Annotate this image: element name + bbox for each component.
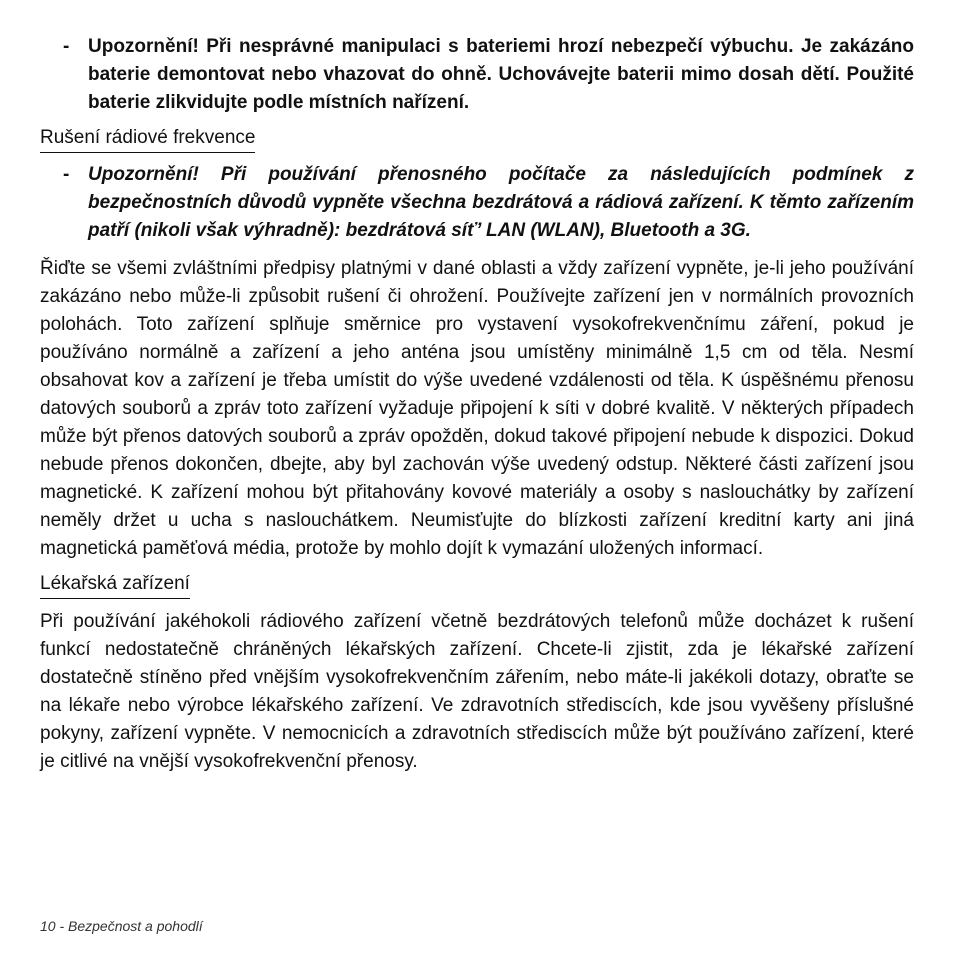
warning-dash: -	[63, 36, 70, 57]
page-footer: 10 - Bezpečnost a pohodlí	[40, 918, 203, 934]
battery-warning-text: Upozornění! Při nesprávné manipulaci s bateriemi hrozí nebezpečí výbuchu. Je zakázáno baterie demontovat nebo vhazovat do ohně. Uchovávejte baterii mimo dosah dětí. Použité baterie zlikvidujte podle místních nařízení.	[88, 36, 914, 113]
radio-interference-paragraph: Řiďte se všemi zvláštními předpisy platnými v dané oblasti a vždy zařízení vypněte, je-li jeho používání zakázáno nebo může-li způsobit rušení či ohrožení. Používejte zařízení jen v normálních provozních polohách. Toto zařízení splňuje směrnice pro vystavení vysokofrekvenčnímu záření, pokud je používáno normálně a zařízení a jeho anténa jsou umístěny minimálně 1,5 cm od těla. Nesmí obsahovat kov a zařízení je třeba umístit do výše uvedené vzdálenosti od těla. K úspěšnému přenosu datových souborů a zpráv toto zařízení vyžaduje připojení k síti v dobré kvalitě. V některých případech může být přenos datových souborů a zpráv opožděn, dokud takové připojení nebude k dispozici. Dokud nebude přenos dokončen, dbejte, aby byl zachován výše uvedený odstup. Některé části zařízení jsou magnetické. K zařízení mohou být přitahovány kovové materiály a osoby s naslouchátky by zařízení neměly držet u ucha s naslouchátkem. Neumisťujte do blízkosti zařízení kreditní karty ani jiná magnetická paměťová média, protože by mohlo dojít k vymazání uložených informací.	[40, 258, 914, 559]
battery-warning	[40, 33, 914, 117]
radio-warning-text: Upozornění! Při používání přenosného počítače za následujících podmínek z bezpečnostních důvodů vypněte všechna bezdrátová a rádiová zařízení. K těmto zařízením patří (nikoli však výhradně): bezdrátová síť’ LAN (WLAN), Bluetooth a 3G.	[88, 164, 914, 241]
medical-devices-paragraph: Při používání jakéhokoli rádiového zařízení včetně bezdrátových telefonů může docházet k rušení funkcí nedostatečně chráněných lékařských zařízení. Chcete-li zjistit, zda je lékařské zařízení dostatečně stíněno před vnějším vysokofrekvenčním zářením, nebo máte-li jakékoli dotazy, obraťte se na lékaře nebo výrobce lékařského zařízení. Ve zdravotních střediscích, kde jsou vyvěšeny příslušné pokyny, zařízení vypněte. V nemocnicích a zdravotních střediscích může být používáno zařízení, které je citlivé na vnější vysokofrekvenční přenosy.	[40, 611, 914, 772]
section-heading-medical-devices: Lékařská zařízení	[40, 572, 190, 599]
section-heading-radio-interference: Rušení rádiové frekvence	[40, 126, 255, 153]
warning-dash: -	[63, 164, 70, 185]
radio-warning	[40, 161, 914, 245]
document-page	[40, 33, 914, 776]
